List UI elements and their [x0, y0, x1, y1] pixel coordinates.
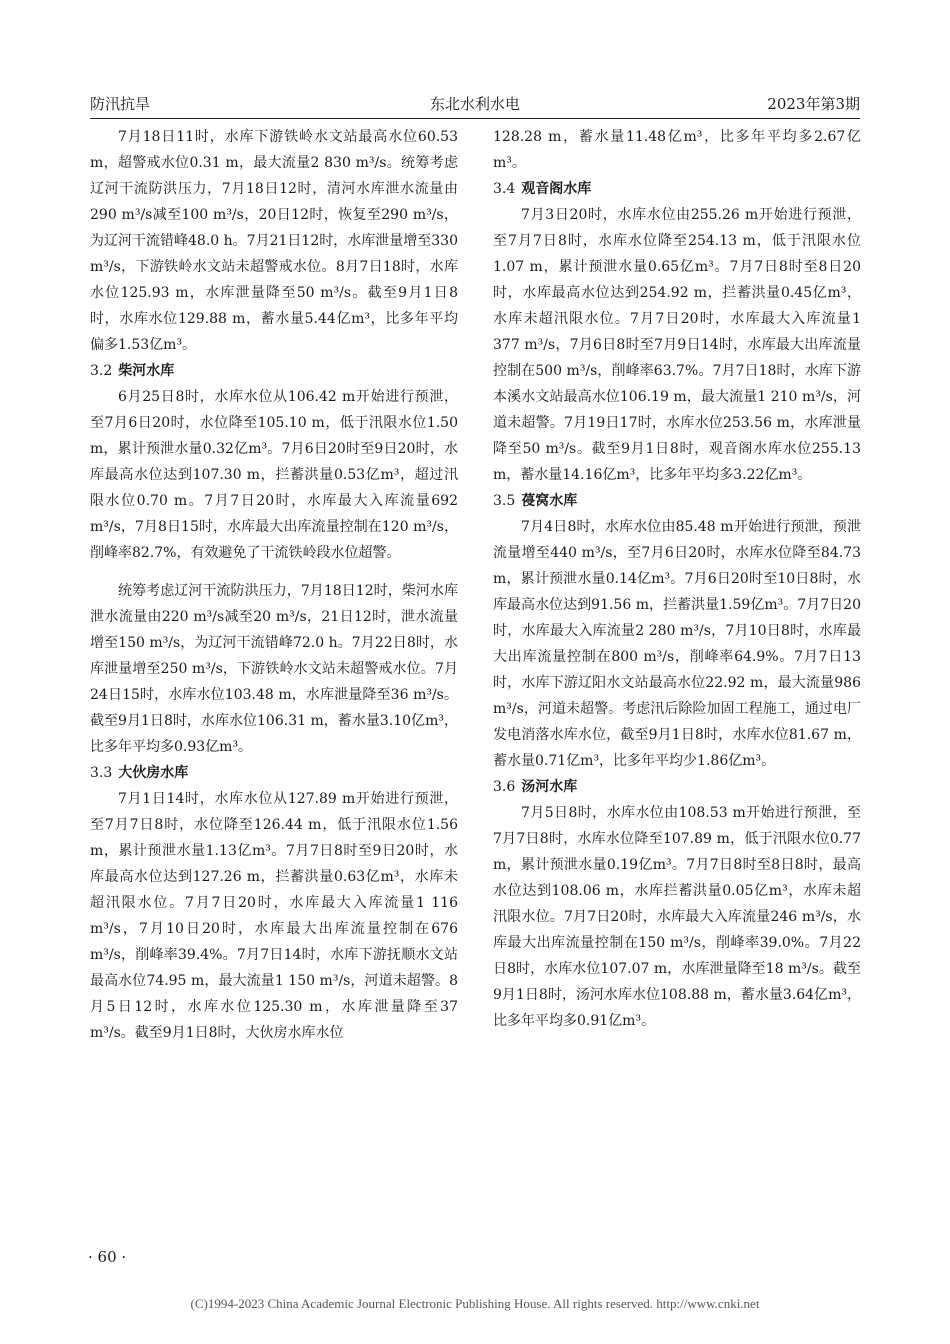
section-title: 柴河水库 — [118, 363, 175, 379]
section-number: 3.3 — [90, 765, 113, 781]
paragraph: 7月18日11时，水库下游铁岭水文站最高水位60.53 m，超警戒水位0.31 m，最大流量2 830 m³/s。统筹考虑辽河干流防洪压力，7月18日12时，清河水库泄水流量由290 m³/s减至100 m³/s，20日12时，恢复至290 m³/s，为辽河干流错峰48.0 h。7月21日12时，水库泄量增至330 m³/s，下游铁岭水文站未超警戒水位。8月7日18时，水库水位125.93 m，水库泄量降至50 m³/s。截至9月1日8时，水库水位129.88 m，蓄水量5.44亿m³，比多年平均偏多1.53亿m³。 — [90, 129, 458, 353]
section-number: 3.5 — [493, 493, 516, 509]
section-number: 3.2 — [90, 363, 113, 379]
header-rule — [90, 118, 860, 119]
section-number: 3.6 — [493, 779, 516, 795]
header-issue: 2023年第3期 — [767, 95, 860, 113]
section-number: 3.4 — [493, 181, 516, 197]
section-title: 大伙房水库 — [118, 765, 189, 781]
running-header — [90, 92, 860, 116]
header-journal: 东北水利水电 — [429, 95, 520, 113]
right-column — [493, 124, 861, 1034]
copyright-footer: (C)1994-2023 China Academic Journal Electronic Publishing House. All rights reserved. http://www.cnki.net — [190, 1296, 760, 1311]
paragraph: 统筹考虑辽河干流防洪压力，7月18日12时，柴河水库泄水流量由220 m³/s减至20 m³/s，21日12时，泄水流量增至150 m³/s，为辽河干流错峰72.0 h。7月22日8时，水库泄量增至250 m³/s，下游铁岭水文站未超警戒水位。7月24日15时，水库水位103.48 m，水库泄量降至36 m³/s。截至9月1日8时，水库水位106.31 m，蓄水量3.10亿m³，比多年平均多0.93亿m³。 — [90, 583, 458, 755]
paragraph: 7月5日8时，水库水位由108.53 m开始进行预泄，至7月7日8时，水库水位降至107.89 m，低于汛限水位0.77 m，累计预泄水量0.19亿m³。7月7日8时至8日8时，最高水位达到108.06 m，水库拦蓄洪量0.05亿m³，水库未超汛限水位。7月7日20时，水库最大入库流量246 m³/s，水库最大出库流量控制在150 m³/s，削峰率39.0%。7月22日8时，水库水位107.07 m，水库泄量降至18 m³/s。截至9月1日8时，汤河水库水位108.88 m，蓄水量3.64亿m³，比多年平均多0.91亿m³。 — [493, 805, 861, 1029]
left-column — [90, 124, 458, 1046]
section-title: 汤河水库 — [521, 779, 578, 795]
section-title: 葠窝水库 — [521, 493, 578, 509]
header-section: 防汛抗旱 — [90, 95, 151, 113]
paragraph: 7月3日20时，水库水位由255.26 m开始进行预泄，至7月7日8时，水库水位降至254.13 m，低于汛限水位1.07 m，累计预泄水量0.65亿m³。7月7日8时至8日20时，水库最高水位达到254.92 m，拦蓄洪量0.45亿m³，水库未超汛限水位。7月7日20时，水库最大入库流量1 377 m³/s，7月6日8时至7月9日14时，水库最大出库流量控制在500 m³/s，削峰率63.7%。7月7日18时，水库下游本溪水文站最高水位106.19 m，最大流量1 210 m³/s，河道未超警。7月19日17时，水库水位253.56 m，水库泄量降至50 m³/s。截至9月1日8时，观音阁水库水位255.13 m，蓄水量14.16亿m³，比多年平均多3.22亿m³。 — [493, 207, 861, 483]
paragraph: 128.28 m，蓄水量11.48亿m³，比多年平均多2.67亿m³。 — [493, 129, 861, 171]
section-title: 观音阁水库 — [521, 181, 592, 197]
paragraph: 7月1日14时，水库水位从127.89 m开始进行预泄，至7月7日8时，水位降至126.44 m，低于汛限水位1.56 m，累计预泄水量1.13亿m³。7月7日8时至9日20时，水库最高水位达到127.26 m，拦蓄洪量0.63亿m³，水库未超汛限水位。7月7日20时，水库最大入库流量1 116 m³/s，7月10日20时，水库最大出库流量控制在676 m³/s，削峰率39.4%。7月7日14时，水库下游抚顺水文站最高水位74.95 m，最大流量1 150 m³/s，河道未超警。8月5日12时，水库水位125.30 m，水库泄量降至37 m³/s。截至9月1日8时，大伙房水库水位 — [90, 791, 458, 1041]
section-heading — [90, 358, 458, 384]
paragraph: 6月25日8时，水库水位从106.42 m开始进行预泄，至7月6日20时，水位降至105.10 m，低于汛限水位1.50 m，累计预泄水量0.32亿m³。7月6日20时至9日20时，水库最高水位达到107.30 m，拦蓄洪量0.53亿m³，超过汛限水位0.70 m。7月7日20时，水库最大入库流量692 m³/s，7月8日15时，水库最大出库流量控制在120 m³/s，削峰率82.7%，有效避免了干流铁岭段水位超警。 — [90, 389, 458, 561]
section-heading — [493, 774, 861, 800]
section-heading — [493, 488, 861, 514]
section-heading — [90, 760, 458, 786]
page-number: · 60 · — [88, 1248, 127, 1266]
paragraph: 7月4日8时，水库水位由85.48 m开始进行预泄，预泄流量增至440 m³/s，至7月6日20时，水库水位降至84.73 m，累计预泄水量0.14亿m³。7月6日20时至10日8时，水库最高水位达到91.56 m，拦蓄洪量1.59亿m³。7月7日20时，水库最大入库流量2 280 m³/s，7月10日8时，水库最大出库流量控制在800 m³/s，削峰率64.9%。7月7日13时，水库下游辽阳水文站最高水位22.92 m，最大流量986 m³/s，河道未超警。考虑汛后除险加固工程施工，通过电厂发电消落水库水位，截至9月1日8时，水库水位81.67 m，蓄水量0.71亿m³，比多年平均少1.86亿m³。 — [493, 519, 861, 769]
section-heading — [493, 176, 861, 202]
